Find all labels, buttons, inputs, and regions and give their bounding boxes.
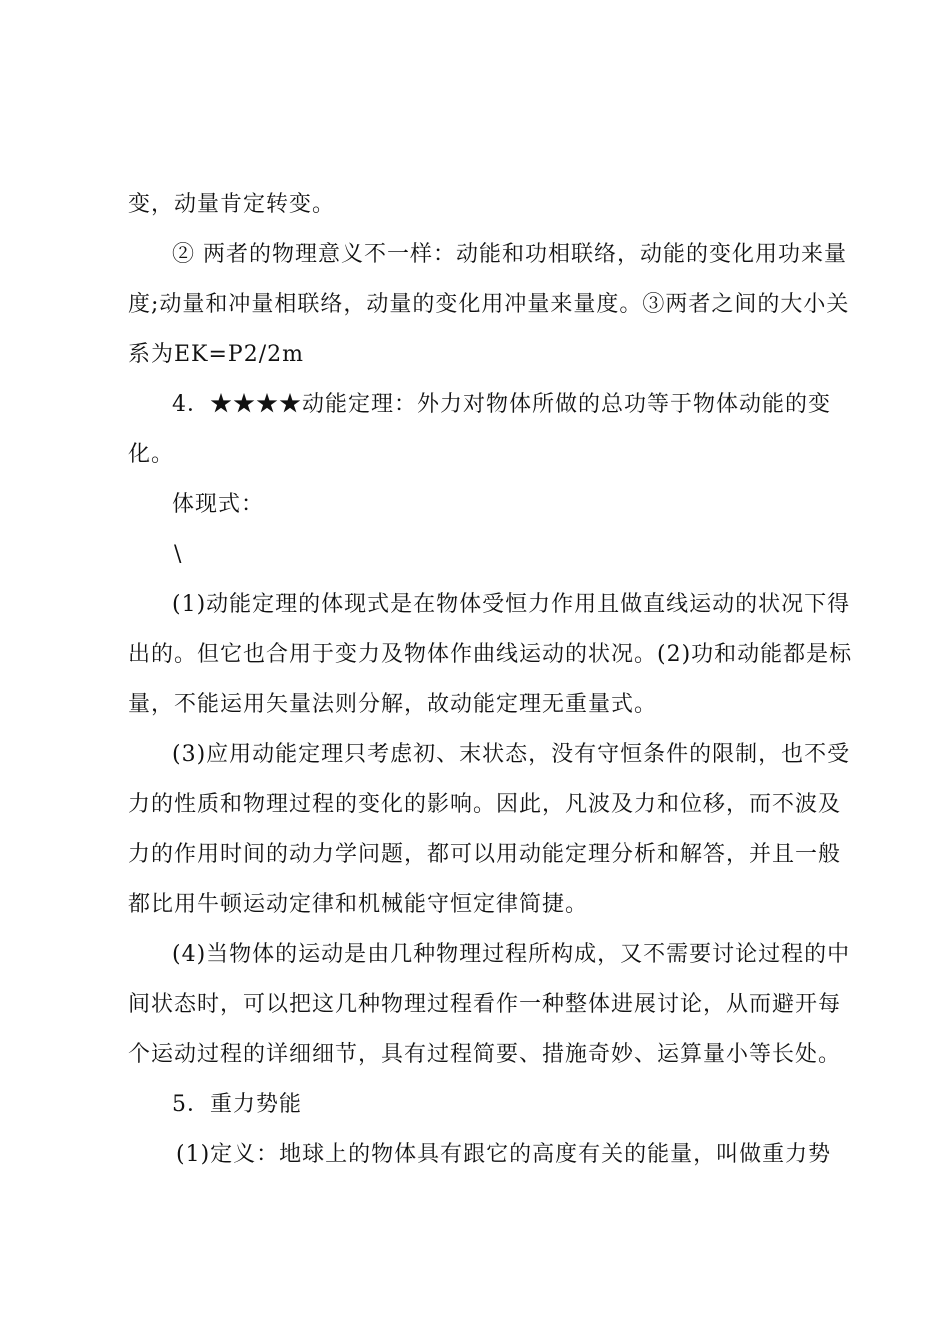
text-line: 力的作用时间的动力学问题，都可以用动能定理分析和解答，并且一般 bbox=[128, 842, 842, 867]
text-line: 出的。但它也合用于变力及物体作曲线运动的状况。(2)功和动能都是标 bbox=[128, 642, 853, 667]
section-heading-kinetic-energy-theorem: 4．★★★★动能定理：外力对物体所做的总功等于物体动能的变 bbox=[172, 392, 831, 417]
text-line: 体现式： bbox=[172, 492, 265, 517]
text-line: 系为EK=P2/2m bbox=[128, 342, 304, 367]
text-line: 度;动量和冲量相联络，动量的变化用冲量来量度。③两者之间的大小关 bbox=[128, 292, 850, 317]
text-line: (1)定义：地球上的物体具有跟它的高度有关的能量，叫做重力势 bbox=[176, 1142, 832, 1167]
text-line: 量，不能运用矢量法则分解，故动能定理无重量式。 bbox=[128, 692, 658, 717]
text-line: 个运动过程的详细细节，具有过程简要、措施奇妙、运算量小等长处。 bbox=[128, 1042, 842, 1067]
text-line: 力的性质和物理过程的变化的影响。因此，凡波及力和位移，而不波及 bbox=[128, 792, 842, 817]
text-line: 化。 bbox=[128, 442, 175, 467]
text-line: 变，动量肯定转变。 bbox=[128, 192, 336, 217]
section-heading-gravitational-potential-energy: 5．重力势能 bbox=[172, 1092, 302, 1117]
text-line: 都比用牛顿运动定律和机械能守恒定律简捷。 bbox=[128, 892, 589, 917]
text-line: (1)动能定理的体现式是在物体受恒力作用且做直线运动的状况下得 bbox=[172, 592, 851, 617]
text-line: (4)当物体的运动是由几种物理过程所构成，又不需要讨论过程的中 bbox=[172, 942, 851, 967]
text-line: 间状态时，可以把这几种物理过程看作一种整体进展讨论，从而避开每 bbox=[128, 992, 842, 1017]
text-line: ② 两者的物理意义不一样：动能和功相联络，动能的变化用功来量 bbox=[172, 242, 847, 267]
text-line: (3)应用动能定理只考虑初、末状态，没有守恒条件的限制，也不受 bbox=[172, 742, 851, 767]
formula-placeholder: \ bbox=[174, 542, 183, 567]
